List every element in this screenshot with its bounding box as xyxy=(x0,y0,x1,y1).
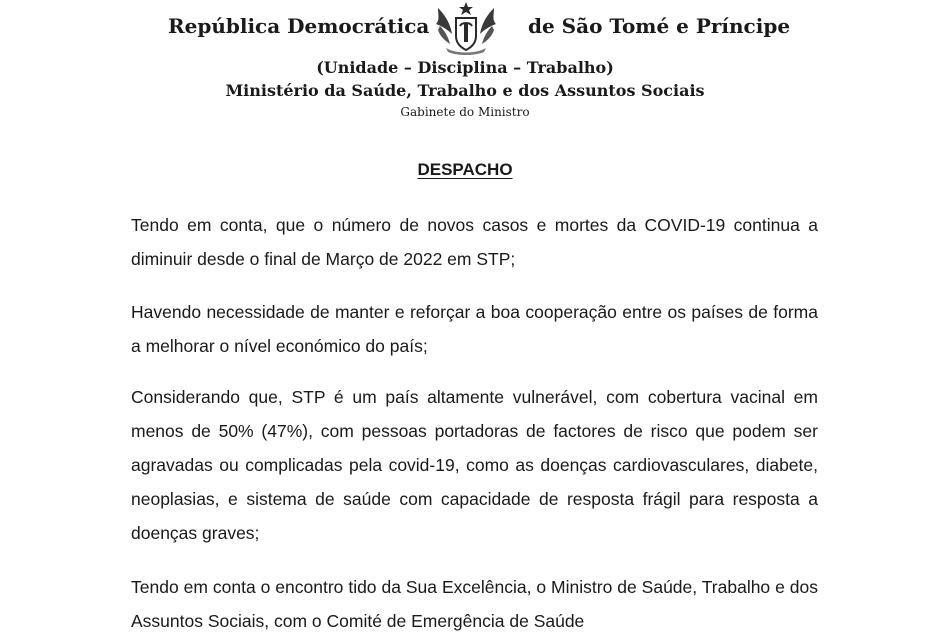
paragraph: Tendo em conta o encontro tido da Sua Excelência, o Ministro de Saúde, Trabalho e dos Assuntos Sociais, com o Comité de Emergência de Saúde xyxy=(131,577,818,631)
national-motto: (Unidade – Disciplina – Trabalho) xyxy=(316,58,614,77)
paragraph: Considerando que, STP é um país altamente vulnerável, com cobertura vacinal em menos de 50% (47%), com pessoas portadoras de factores de risco que podem ser agravadas ou complicadas pela covid-19, como as doenças cardiovasculares, diabete, neoplasias, e sistema de saúde com capacidade de resposta frágil para resposta a doenças graves; xyxy=(131,387,818,543)
document-title-text: DESPACHO xyxy=(417,160,513,179)
paragraph: Havendo necessidade de manter e reforçar a boa cooperação entre os países de forma a melhorar o nível económico do país; xyxy=(131,302,818,356)
document-title xyxy=(0,160,930,180)
ministry-name: Ministério da Saúde, Trabalho e dos Assuntos Sociais xyxy=(225,81,705,100)
cabinet-name: Gabinete do Ministro xyxy=(400,105,530,119)
coat-of-arms-icon xyxy=(432,0,500,56)
paragraph: Tendo em conta, que o número de novos casos e mortes da COVID-19 continua a diminuir desde o final de Março de 2022 em STP; xyxy=(131,215,818,269)
republic-name-left: República Democrática xyxy=(168,14,430,38)
republic-name-right: de São Tomé e Príncipe xyxy=(528,14,791,38)
